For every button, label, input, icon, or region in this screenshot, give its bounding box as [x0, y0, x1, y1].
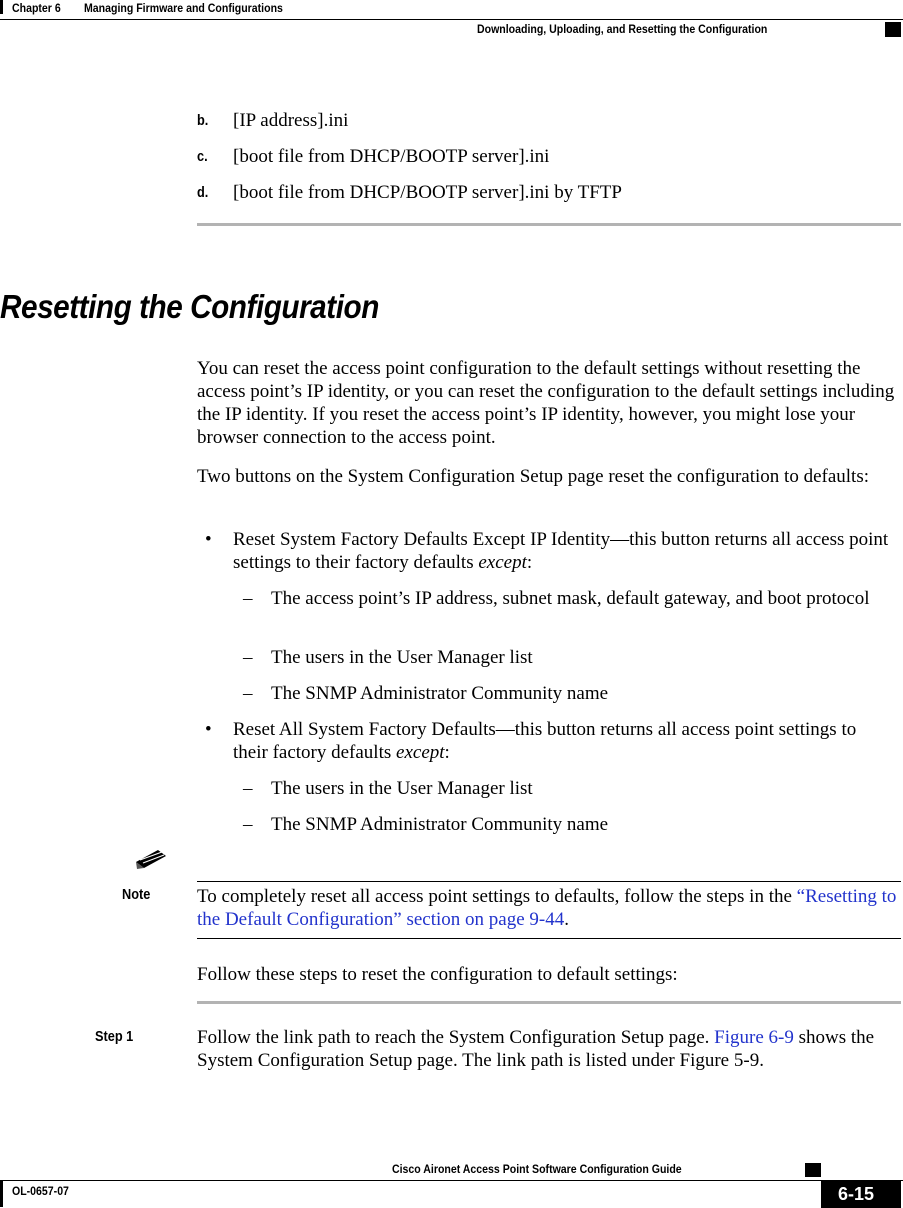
list-marker: b.: [197, 112, 209, 129]
footer-right-block: [805, 1163, 821, 1177]
bullet-emphasis: except: [396, 742, 445, 763]
pencil-icon: [134, 848, 168, 872]
subitem-marker: –: [243, 647, 253, 668]
doc-number: OL-0657-07: [12, 1184, 69, 1198]
note-top-rule: [197, 881, 901, 882]
subitem-marker: –: [243, 814, 253, 835]
note-body: To completely reset all access point settings to defaults, follow the steps in the: [197, 886, 797, 907]
bullet-suffix: :: [526, 552, 533, 573]
list-item: [IP address].ini: [233, 110, 349, 131]
bullet-item: [233, 718, 873, 764]
bullet-text: Reset All System Factory Defaults—this button returns all access point settings to their factory defaults: [233, 719, 857, 763]
bullet-suffix: :: [444, 742, 450, 763]
section-heading: Resetting the Configuration: [0, 288, 379, 325]
subitem-marker: –: [243, 683, 253, 704]
step-text: [197, 1026, 901, 1072]
subitem: The users in the User Manager list: [271, 647, 533, 668]
header-right-block: [885, 22, 901, 37]
section-divider: [197, 223, 901, 226]
note-suffix: .: [564, 909, 569, 930]
header-rule: [0, 19, 903, 20]
subitem-marker: –: [243, 778, 253, 799]
follow-steps-paragraph: Follow these steps to reset the configuration to default settings:: [197, 964, 678, 985]
subitem-marker: –: [243, 588, 253, 609]
note-link[interactable]: “Resetting to the Default Configuration” section on page 9-44: [197, 886, 897, 930]
two-buttons-paragraph: Two buttons on the System Configuration Setup page reset the configuration to defaults:: [197, 466, 869, 487]
step-figure-link[interactable]: Figure 6-9: [714, 1027, 794, 1048]
subitem: The users in the User Manager list: [271, 778, 533, 799]
bullet-marker: •: [205, 529, 212, 550]
list-marker: c.: [197, 148, 208, 165]
subitem: The SNMP Administrator Community name: [271, 683, 609, 704]
header-left-marker: [0, 0, 3, 14]
note-text: [197, 885, 897, 931]
step-label: Step 1: [95, 1028, 134, 1045]
step-text-after: shows the System Configuration Setup page. The link path is listed under Figure 5-9.: [197, 1027, 875, 1071]
footer-left-marker: [0, 1181, 3, 1207]
footer-rule: [0, 1180, 903, 1181]
page-number: 6-15: [838, 1184, 875, 1204]
subitem: The access point’s IP address, subnet mask, default gateway, and boot protocol: [271, 588, 870, 609]
note-bottom-rule: [197, 938, 901, 939]
bullet-text: Reset System Factory Defaults Except IP Identity—this button returns all access point settings to their factory defaults: [233, 529, 889, 573]
section-title: Downloading, Uploading, and Resetting the Configuration: [477, 22, 768, 36]
intro-paragraph: You can reset the access point configuration to the default settings without resetting the access point’s IP identity, or you can reset the configuration to the default settings including the IP identity. If you reset the access point’s IP identity, however, you might lose your browser connection to the access point.: [197, 358, 895, 448]
subitem: The SNMP Administrator Community name: [271, 814, 609, 835]
bullet-marker: •: [205, 719, 212, 740]
chapter-title: Managing Firmware and Configurations: [84, 1, 283, 15]
bullet-emphasis: except: [478, 552, 527, 573]
chapter-label: Chapter 6: [12, 1, 61, 15]
list-item: [boot file from DHCP/BOOTP server].ini by TFTP: [233, 182, 622, 203]
step-text-before: Follow the link path to reach the System Configuration Setup page.: [197, 1027, 715, 1048]
step-divider: [197, 1001, 901, 1004]
list-item: [boot file from DHCP/BOOTP server].ini: [233, 146, 550, 167]
list-marker: d.: [197, 184, 209, 201]
bullet-item: [233, 528, 893, 574]
guide-title: Cisco Aironet Access Point Software Configuration Guide: [392, 1162, 682, 1176]
note-label: Note: [122, 886, 151, 903]
